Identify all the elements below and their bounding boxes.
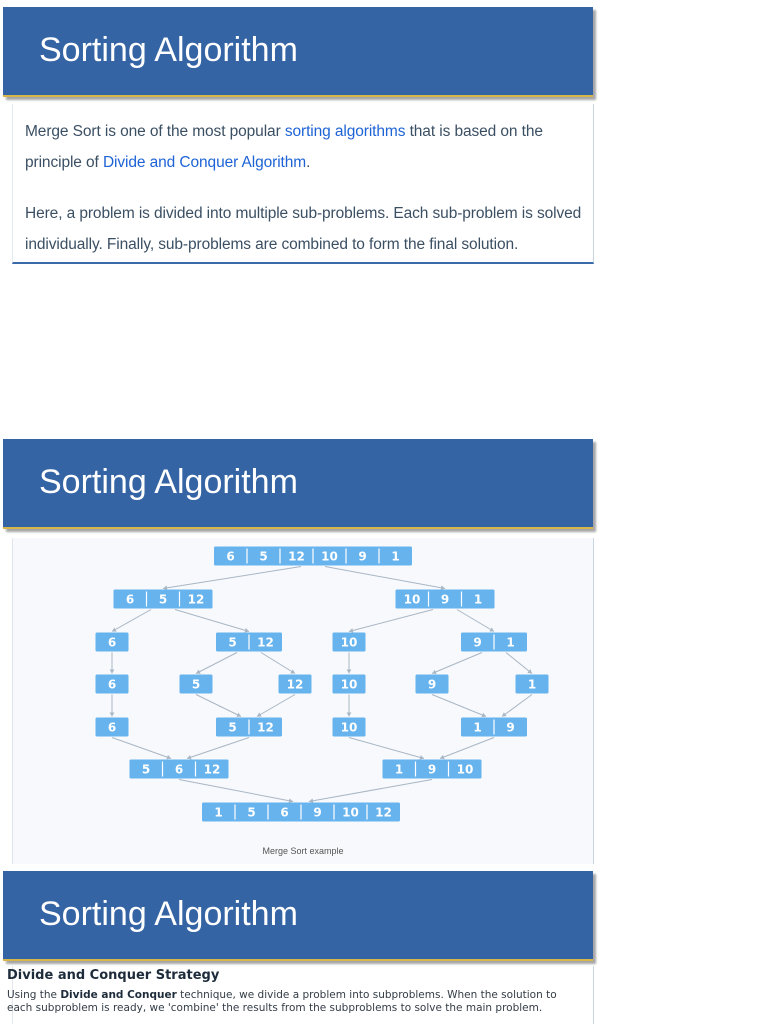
array-box [333,633,366,652]
diagram-arrowhead [110,713,115,717]
strategy-text [7,989,567,1015]
diagram-arrow [349,610,433,632]
diagram-arrowhead [502,712,507,716]
array-box [279,675,312,694]
array-box [333,675,366,694]
array-box [383,760,482,779]
array-cell-value: 1 [527,677,537,692]
diagram-arrow [175,610,249,632]
array-cell-value: 10 [340,720,358,735]
diagram-arrowhead [349,628,353,633]
diagram-arrow [196,695,241,717]
array-cell-value: 5 [141,762,151,777]
array-cell-value: 1 [506,635,515,650]
array-cell-value: 12 [257,635,274,650]
array-cell-value: 6 [226,549,235,564]
intro-paragraph-1 [25,116,591,178]
strategy-text-bold: Divide and Conquer [60,989,177,1001]
array-cell-value: 10 [340,635,358,650]
array-cell-value: 6 [280,805,289,820]
array-cell-value: 12 [375,805,392,820]
diagram-arrowhead [347,670,352,674]
diagram-arrow [502,695,532,717]
array-cell-value: 6 [107,720,117,735]
array-cell-value: 9 [358,549,367,564]
array-box [461,718,527,737]
diagram-arrow [432,653,482,674]
diagram-arrowhead [441,585,445,590]
strategy-heading: Divide and Conquer Strategy [7,968,220,983]
array-cell-value: 6 [125,592,135,607]
strategy-text-part: Using the [7,989,61,1001]
slide-header-2 [3,439,593,529]
intro-paragraph-2: Here, a problem is divided into multiple sub-problems. Each sub-problem is solved individually. Finally, sub-problems are combined to form the final solution. [25,205,582,253]
array-cell-value: 10 [340,677,358,692]
array-cell-value: 12 [257,720,274,735]
array-cell-value: 9 [427,677,437,692]
array-cell-value: 1 [473,720,482,735]
slide-header-3 [3,871,593,961]
intro-text: Merge Sort is one of the most popular [25,123,285,140]
array-cell-value: 12 [286,677,304,692]
diagram-arrowhead [309,798,313,803]
array-cell-value: 10 [456,762,474,777]
sorting-algorithms-link[interactable]: sorting algorithms [284,123,406,140]
array-cell-value: 9 [427,762,437,777]
array-box [461,633,527,652]
array-cell-value: 9 [313,805,322,820]
array-box [96,718,129,737]
slide-header-1 [3,7,593,97]
array-cell-value: 1 [394,762,404,777]
array-cell-value: 10 [342,805,359,820]
array-cell-value: 12 [203,762,221,777]
diagram-arrow [440,738,494,759]
strategy-card [7,966,594,1024]
array-box [114,590,213,609]
array-cell-value: 12 [288,549,305,564]
array-cell-value: 5 [158,592,168,607]
diagram-arrow [112,610,151,632]
diagram-arrow [163,567,301,589]
array-cell-value: 9 [506,720,515,735]
intro-text: . [306,154,311,171]
diagram-arrow [325,567,445,589]
intro-card [12,104,594,264]
diagram-arrowhead [420,755,424,760]
diagram-arrow [196,653,237,674]
array-cell-value: 5 [259,549,268,564]
array-box [216,633,282,652]
merge-sort-diagram-card [12,538,594,864]
slide-title: Sorting Algorithm [39,463,298,501]
array-cell-value: 10 [403,592,421,607]
array-box [96,633,129,652]
diagram-arrow [349,738,424,759]
diagram-arrowhead [289,798,293,803]
array-box [396,590,495,609]
array-cell-value: 6 [174,762,184,777]
array-cell-value: 5 [247,805,256,820]
array-box [516,675,549,694]
array-cell-value: 9 [440,592,450,607]
array-cell-value: 5 [191,677,201,692]
array-box [202,803,400,822]
diagram-arrow [432,695,486,717]
diagram-arrow [112,738,171,759]
diagram-arrow [506,653,532,674]
array-cell-value: 6 [107,635,117,650]
array-cell-value: 1 [391,549,400,564]
diagram-arrow [179,780,293,802]
array-cell-value: 1 [214,805,223,820]
diagram-arrow [187,738,249,759]
slide-title: Sorting Algorithm [39,895,298,933]
diagram-arrow [257,695,295,717]
diagram-arrow [457,610,494,632]
array-cell-value: 5 [228,635,237,650]
diagram-arrow [261,653,295,674]
merge-sort-diagram [13,538,593,843]
array-box [180,675,213,694]
array-box [214,547,412,566]
intro-text: that is based on the principle of [25,123,543,171]
array-cell-value: 9 [473,635,482,650]
array-cell-value: 1 [473,592,483,607]
array-box [416,675,449,694]
array-cell-value: 5 [228,720,237,735]
diagram-caption: Merge Sort example [262,846,344,856]
array-cell-value: 10 [321,549,338,564]
array-box [130,760,229,779]
slide-title: Sorting Algorithm [39,31,298,69]
array-box [96,675,129,694]
diagram-arrowhead [347,713,352,717]
array-cell-value: 6 [107,677,117,692]
strategy-text-part: technique, we divide a problem into subproblems. When the solution to each subproblem is ready, we 'combine' the results from the subproblems to solve the main problem. [7,989,557,1014]
array-box [333,718,366,737]
array-cell-value: 12 [187,592,205,607]
diagram-arrow [309,780,432,802]
divide-and-conquer-link[interactable]: Divide and Conquer Algorithm [102,154,307,171]
array-box [216,718,282,737]
diagram-arrowhead [110,670,115,674]
